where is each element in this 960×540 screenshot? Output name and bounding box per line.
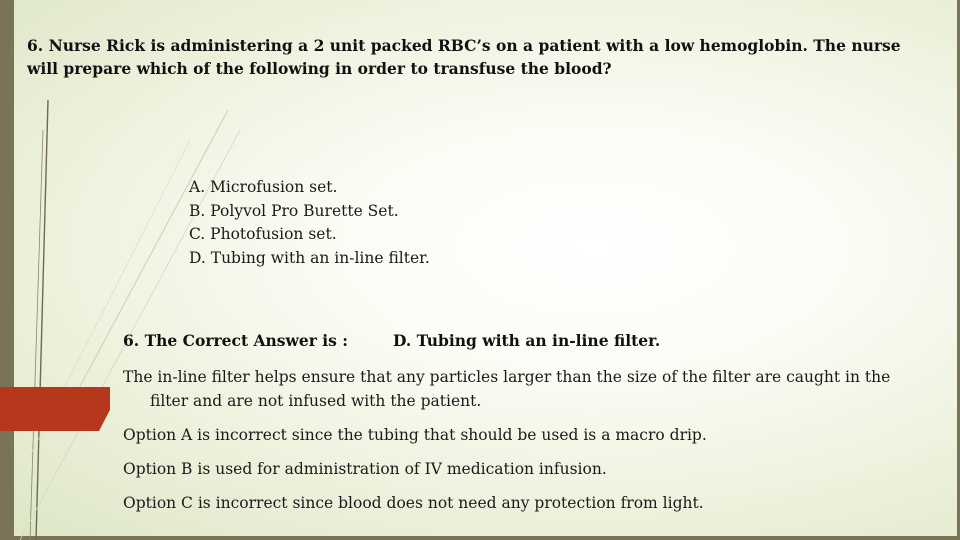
- explanation-option-a: Option A is incorrect since the tubing that should be used is a macro drip.: [123, 426, 707, 444]
- option-d: D. Tubing with an in-line filter.: [189, 248, 430, 267]
- option-a: A. Microfusion set.: [189, 178, 338, 196]
- option-c: C. Photofusion set.: [189, 225, 337, 243]
- correct-answer-label: 6. The Correct Answer is :: [123, 331, 349, 350]
- explanation-option-b: Option B is used for administration of IV medication infusion.: [123, 460, 607, 478]
- option-b: B. Polyvol Pro Burette Set.: [189, 201, 399, 220]
- correct-answer-text: D. Tubing with an in-line filter.: [393, 331, 661, 350]
- explanation-rationale: The in-line filter helps ensure that any particles larger than the size of the filter are caught in the filter and are not infused with the patient.: [123, 368, 891, 410]
- answer-options: [189, 176, 430, 270]
- question-text: 6. Nurse Rick is administering a 2 unit packed RBC’s on a patient with a low hemoglobin. The nurse will prepare which of the following in order to transfuse the blood?: [27, 36, 901, 78]
- explanation: [123, 365, 933, 525]
- explanation-option-c: Option C is incorrect since blood does not need any protection from light.: [123, 494, 704, 512]
- red-accent-tab: [0, 387, 110, 431]
- correct-answer: [123, 331, 661, 350]
